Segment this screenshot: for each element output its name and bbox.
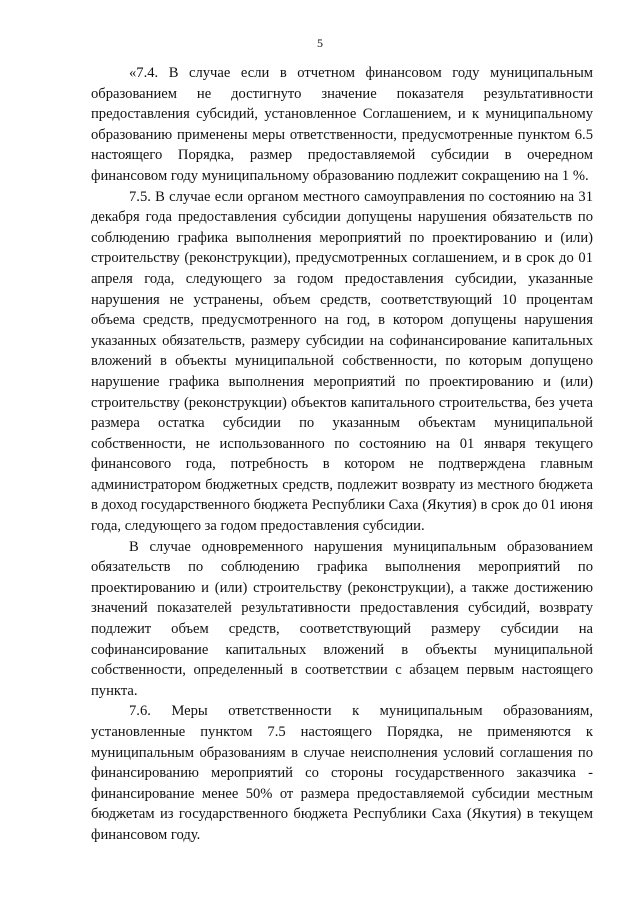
paragraph-7-4: «7.4. В случае если в отчетном финансовом году муниципальным образованием не достигнуто значение показателя результативности предоставления субсидий, установленное Соглашением, и к муниципальному образованию применены меры ответственности, предусмотренные пунктом 6.5 настоящего Порядка, размер предоставляемой субсидии в очередном финансовом году муниципальному образованию подлежит сокращению на 1 %.	[91, 65, 593, 184]
page-number: 5	[317, 36, 323, 50]
paragraph-7-5-simultaneous-violation: В случае одновременного нарушения муниципальным образованием обязательств по соблюдению графика выполнения мероприятий по проектированию и (или) строительству (реконструкции), а также достижению значений показателей результативности предоставления субсидий, возврату подлежит объем средств, соответствующий размеру субсидии на софинансирование капитальных вложений в объекты муниципальной собственности, определенный в соответствии с абзацем первым настоящего пункта.	[91, 538, 593, 699]
document-body	[91, 63, 593, 846]
paragraph-7-6: 7.6. Меры ответственности к муниципальным образованиям, установленные пунктом 7.5 настоящего Порядка, не применяются к муниципальным образованиям в случае неисполнения условий соглашения по финансированию мероприятий со стороны государственного заказчика - финансирование менее 50% от размера предоставляемой субсидии местным бюджетам из государственного бюджета Республики Саха (Якутия) в текущем финансовом году.	[91, 703, 593, 843]
paragraph-7-5: 7.5. В случае если органом местного самоуправления по состоянию на 31 декабря года предоставления субсидии допущены нарушения обязательств по соблюдению графика выполнения мероприятий по проектированию и (или) строительству (реконструкции), предусмотренных соглашением, и в срок до 01 апреля года, следующего за годом предоставления субсидии, указанные нарушения не устранены, объем средств, соответствующий 10 процентам объема средств, предусмотренного на год, в котором допущены нарушения указанных обязательств, размеру субсидии на софинансирование капитальных вложений в объекты муниципальной собственности, по которым допущено нарушение графика выполнения мероприятий по проектированию и (или) строительству (реконструкции) объектов капитального строительства, без учета размера остатка субсидии по указанным объектам муниципальной собственности, не использованного по состоянию на 01 января текущего финансового года, потребность в котором не подтверждена главным администратором бюджетных средств, подлежит возврату из местного бюджета в доход государственного бюджета Республики Саха (Якутия) в срок до 01 июня года, следующего за годом предоставления субсидии.	[91, 188, 593, 535]
